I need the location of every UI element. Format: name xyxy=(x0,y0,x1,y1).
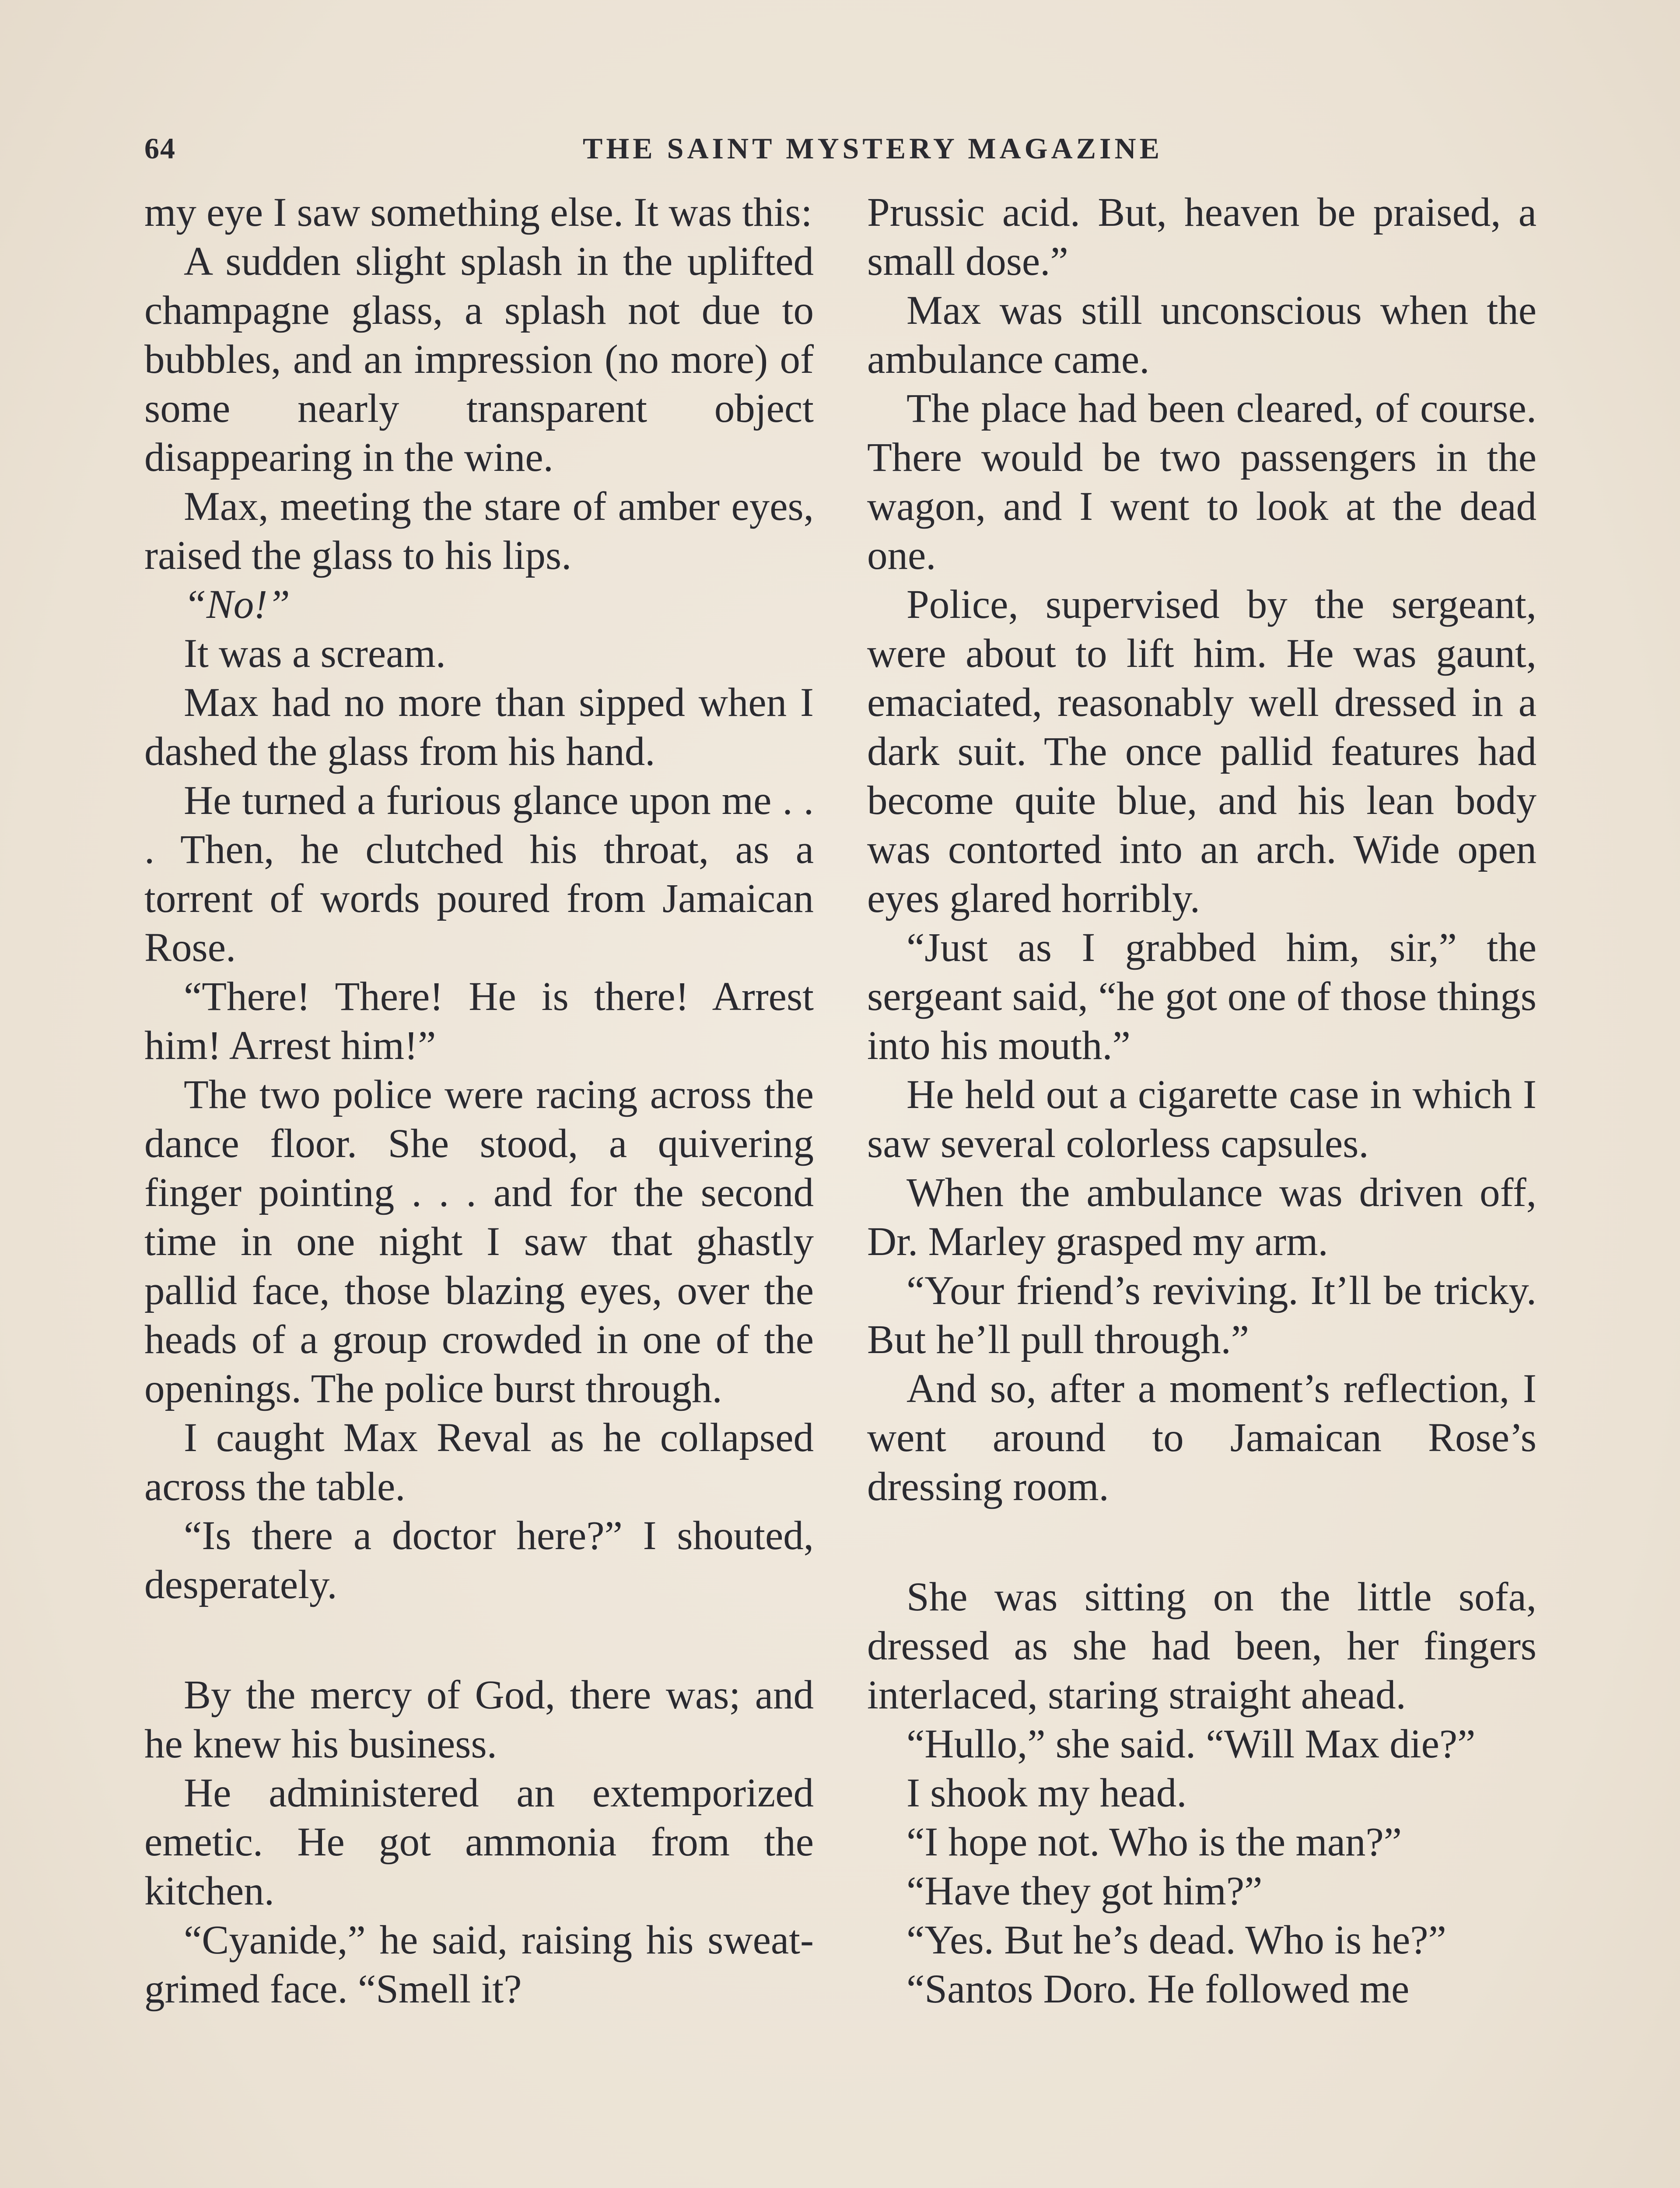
right-column xyxy=(867,188,1536,2014)
paragraph: I caught Max Reval as he collapsed across the table. xyxy=(144,1415,814,1509)
paragraph: The place had been cleared, of course. There would be two passengers in the wagon, and I went to look at the dead one. xyxy=(867,386,1536,578)
paragraph: “Yes. But he’s dead. Who is he?” xyxy=(906,1918,1446,1963)
paragraph: “No!” xyxy=(184,582,290,627)
paragraph: “Just as I grabbed him, sir,” the sergeant said, “he got one of those things into his mouth.” xyxy=(867,925,1536,1068)
paragraph: He administered an extemporized emetic. He got ammonia from the kitchen. xyxy=(144,1771,814,1914)
paragraph: “Cyanide,” he said, raising his sweat-grimed face. “Smell it? xyxy=(144,1918,814,2012)
paragraph: By the mercy of God, there was; and he knew his business. xyxy=(144,1673,814,1767)
running-head: THE SAINT MYSTERY MAGAZINE xyxy=(583,132,1163,165)
paragraph: “There! There! He is there! Arrest him! Arrest him!” xyxy=(144,974,814,1068)
paragraph: “Hullo,” she said. “Will Max die?” xyxy=(906,1722,1476,1767)
paragraph: my eye I saw something else. It was this: xyxy=(144,190,812,235)
paragraph: “I hope not. Who is the man?” xyxy=(906,1820,1402,1865)
paragraph: When the ambulance was driven off, Dr. Marley grasped my arm. xyxy=(867,1170,1536,1264)
paragraph: She was sitting on the little sofa, dressed as she had been, her fingers interlaced, staring straight ahead. xyxy=(867,1574,1536,1718)
paragraph: He turned a furious glance upon me . . . Then, he clutched his throat, as a torrent of words poured from Jamaican Rose. xyxy=(144,778,814,970)
page-header xyxy=(144,131,1601,175)
page-number: 64 xyxy=(144,132,176,165)
paragraph: Max, meeting the stare of amber eyes, raised the glass to his lips. xyxy=(144,484,814,578)
paragraph: “Santos Doro. He followed me xyxy=(906,1967,1410,2012)
paragraph: The two police were racing across the dance floor. She stood, a quivering finger pointing . . . and for the second time in one night I saw that ghastly pallid face, those blazing eyes, over the heads of a group crowded in one of the openings. The police burst through. xyxy=(144,1072,814,1411)
paragraph: Police, supervised by the sergeant, were about to lift him. He was gaunt, emaciated, reasonably well dressed in a dark suit. The once pallid features had become quite blue, and his lean body was contorted into an arch. Wide open eyes glared horribly. xyxy=(867,582,1536,921)
paragraph: I shook my head. xyxy=(906,1771,1187,1816)
left-column xyxy=(144,188,814,2014)
paragraph: He held out a cigarette case in which I saw several colorless capsules. xyxy=(867,1072,1536,1166)
paragraph: A sudden slight splash in the uplifted champagne glass, a splash not due to bubbles, and an impression (no more) of some nearly transparent object disappearing in the wine. xyxy=(144,239,814,480)
paragraph: Max was still unconscious when the ambulance came. xyxy=(867,288,1536,382)
paragraph: It was a scream. xyxy=(184,631,446,676)
paragraph: Max had no more than sipped when I dashed the glass from his hand. xyxy=(144,680,814,774)
paragraph: And so, after a moment’s reflection, I went around to Jamaican Rose’s dressing room. xyxy=(867,1366,1536,1509)
paragraph: “Your friend’s reviving. It’ll be tricky. But he’ll pull through.” xyxy=(867,1268,1536,1362)
paragraph: “Have they got him?” xyxy=(906,1869,1263,1914)
paragraph: Prussic acid. But, heaven be praised, a small dose.” xyxy=(867,190,1536,284)
paragraph: “Is there a doctor here?” I shouted, desperately. xyxy=(144,1513,814,1607)
